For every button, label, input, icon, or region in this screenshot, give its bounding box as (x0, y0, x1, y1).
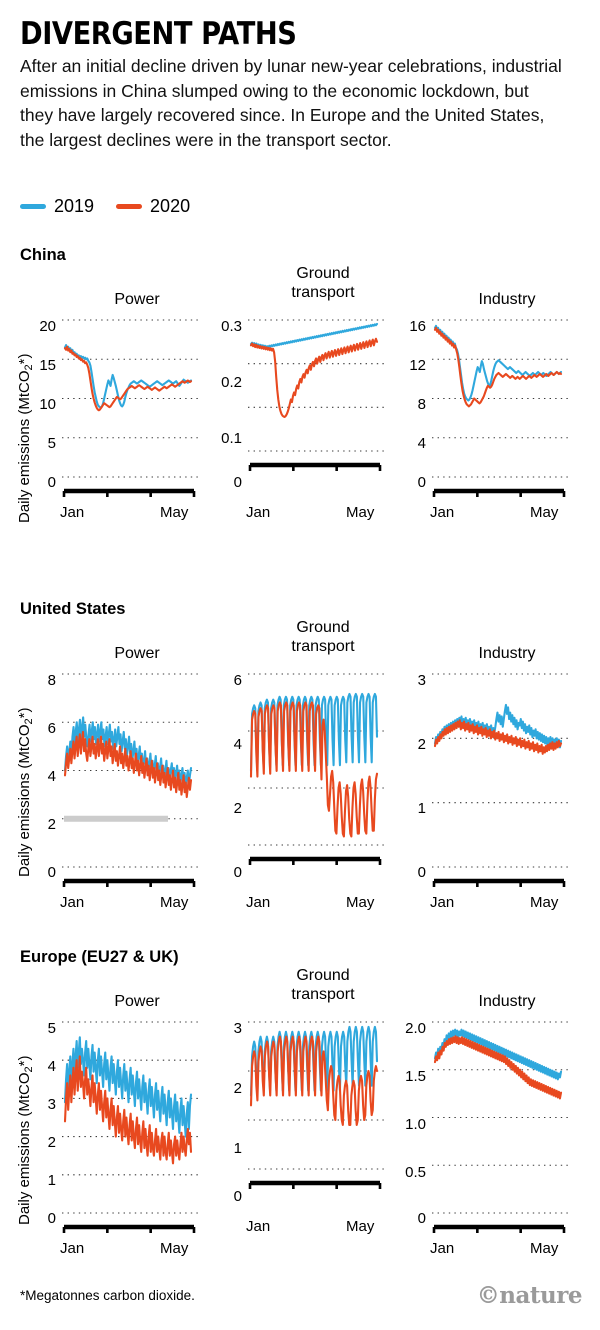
ytick-us-gt-2: 2 (233, 800, 242, 817)
panel-title-line1: Ground (296, 265, 350, 282)
standfirst-text: After an initial decline driven by lunar new-year celebrations, industrial emissions in China slumped owing to the economic lockdown, but they have largely recovered since. In Europe and the United States, the largest declines were in the transport sector. (20, 56, 562, 150)
ytick-eu-gt-2: 2 (233, 1080, 242, 1097)
panel-title-china-power: Power (114, 291, 160, 308)
ytick-china-gt-03: 0.3 (221, 318, 242, 335)
xtick-china-ind-may: May (530, 504, 559, 521)
panel-title-us-ground-transport (248, 618, 398, 656)
ytick-eu-ind-15: 1.5 (405, 1068, 426, 1085)
ytick-eu-power-2: 2 (47, 1134, 56, 1151)
plot-eu-power (62, 1020, 200, 1239)
ytick-us-ind-0: 0 (417, 864, 426, 881)
y-axis-title-china: Daily emissions (MtCO$_2$*) (16, 353, 35, 523)
panel-title-line2: transport (291, 638, 355, 655)
legend-swatch-2020 (116, 204, 142, 209)
ytick-eu-power-0: 0 (47, 1210, 56, 1227)
region-title-europe: Europe (EU27 & UK) (20, 948, 179, 966)
xtick-us-gt-jan: Jan (246, 894, 271, 911)
panel-title-china-industry: Industry (478, 291, 536, 308)
ytick-china-ind-16: 16 (409, 318, 426, 335)
xtick-china-power-may: May (160, 504, 189, 521)
ytick-china-power-15: 15 (39, 357, 56, 374)
nature-credit: ©nature (476, 1282, 582, 1309)
ytick-china-power-10: 10 (39, 396, 56, 413)
plot-us-power (62, 672, 200, 893)
xtick-eu-gt-jan: Jan (246, 1218, 271, 1235)
ytick-eu-ind-0: 0 (417, 1210, 426, 1227)
ytick-eu-ind-10: 1.0 (405, 1116, 426, 1133)
plot-us-ground-transport (248, 672, 386, 871)
ytick-us-ind-2: 2 (417, 736, 426, 753)
legend-label-2020: 2020 (150, 196, 191, 216)
ytick-china-ind-4: 4 (417, 435, 426, 452)
xtick-china-gt-jan: Jan (246, 504, 271, 521)
xtick-eu-ind-jan: Jan (430, 1240, 455, 1257)
ytick-us-power-0: 0 (47, 864, 56, 881)
y-axis-title-us: Daily emissions (MtCO$_2$*) (16, 707, 35, 877)
ytick-eu-ind-20: 2.0 (405, 1020, 426, 1037)
ytick-us-gt-0: 0 (233, 864, 242, 881)
ytick-china-gt-02: 0.2 (221, 374, 242, 391)
plot-china-industry (432, 318, 570, 503)
ytick-us-gt-6: 6 (233, 672, 242, 689)
xtick-us-power-may: May (160, 894, 189, 911)
panel-title-eu-power: Power (114, 993, 160, 1010)
ytick-eu-gt-3: 3 (233, 1020, 242, 1037)
panel-title-line2: transport (291, 986, 355, 1003)
legend-item-2019 (20, 196, 94, 217)
panel-title-us-industry: Industry (478, 645, 536, 662)
panel-title-eu-industry: Industry (478, 993, 536, 1010)
ytick-us-ind-1: 1 (417, 800, 426, 817)
region-title-united-states: United States (20, 600, 126, 618)
panel-title-line1: Ground (296, 967, 350, 984)
plot-us-industry (432, 672, 570, 893)
ytick-eu-power-4: 4 (47, 1058, 56, 1075)
xtick-china-gt-may: May (346, 504, 375, 521)
ytick-eu-gt-1: 1 (233, 1140, 242, 1157)
panel-title-us-power: Power (114, 645, 160, 662)
legend-item-2020 (116, 196, 190, 217)
ytick-us-power-8: 8 (47, 672, 56, 689)
footnote: *Megatonnes carbon dioxide. (20, 1288, 195, 1303)
xtick-us-ind-jan: Jan (430, 894, 455, 911)
plot-eu-ground-transport (248, 1020, 386, 1195)
legend (20, 196, 190, 217)
xtick-china-power-jan: Jan (60, 504, 85, 521)
panel-title-eu-ground-transport (248, 966, 398, 1004)
panel-title-line2: transport (291, 284, 355, 301)
ytick-china-power-5: 5 (47, 435, 56, 452)
region-title-china: China (20, 246, 66, 264)
xtick-us-gt-may: May (346, 894, 375, 911)
legend-swatch-2019 (20, 204, 46, 209)
ytick-eu-power-5: 5 (47, 1020, 56, 1037)
xtick-eu-power-jan: Jan (60, 1240, 85, 1257)
ytick-china-ind-12: 12 (409, 357, 426, 374)
plot-china-ground-transport (248, 318, 386, 477)
plot-china-power (62, 318, 200, 503)
ytick-us-ind-3: 3 (417, 672, 426, 689)
ytick-us-power-2: 2 (47, 816, 56, 833)
ytick-eu-power-1: 1 (47, 1172, 56, 1189)
ytick-eu-ind-05: 0.5 (405, 1164, 426, 1181)
ytick-eu-power-3: 3 (47, 1096, 56, 1113)
y-axis-title-europe: Daily emissions (MtCO$_2$*) (16, 1055, 35, 1225)
legend-label-2019: 2019 (54, 196, 95, 216)
xtick-china-ind-jan: Jan (430, 504, 455, 521)
ytick-china-power-0: 0 (47, 474, 56, 491)
panel-title-line1: Ground (296, 619, 350, 636)
ytick-us-power-4: 4 (47, 768, 56, 785)
panel-title-china-ground-transport (248, 264, 398, 302)
plot-eu-industry (432, 1020, 570, 1239)
xtick-eu-gt-may: May (346, 1218, 375, 1235)
page-title: DIVERGENT PATHS (20, 16, 297, 52)
ytick-eu-gt-0: 0 (233, 1188, 242, 1205)
ytick-china-gt-01: 0.1 (221, 430, 242, 447)
xtick-eu-power-may: May (160, 1240, 189, 1257)
xtick-us-ind-may: May (530, 894, 559, 911)
ytick-china-gt-0: 0 (233, 474, 242, 491)
xtick-eu-ind-may: May (530, 1240, 559, 1257)
xtick-us-power-jan: Jan (60, 894, 85, 911)
ytick-us-gt-4: 4 (233, 736, 242, 753)
ytick-us-power-6: 6 (47, 720, 56, 737)
ytick-china-ind-8: 8 (417, 396, 426, 413)
ytick-china-ind-0: 0 (417, 474, 426, 491)
ytick-china-power-20: 20 (39, 318, 56, 335)
